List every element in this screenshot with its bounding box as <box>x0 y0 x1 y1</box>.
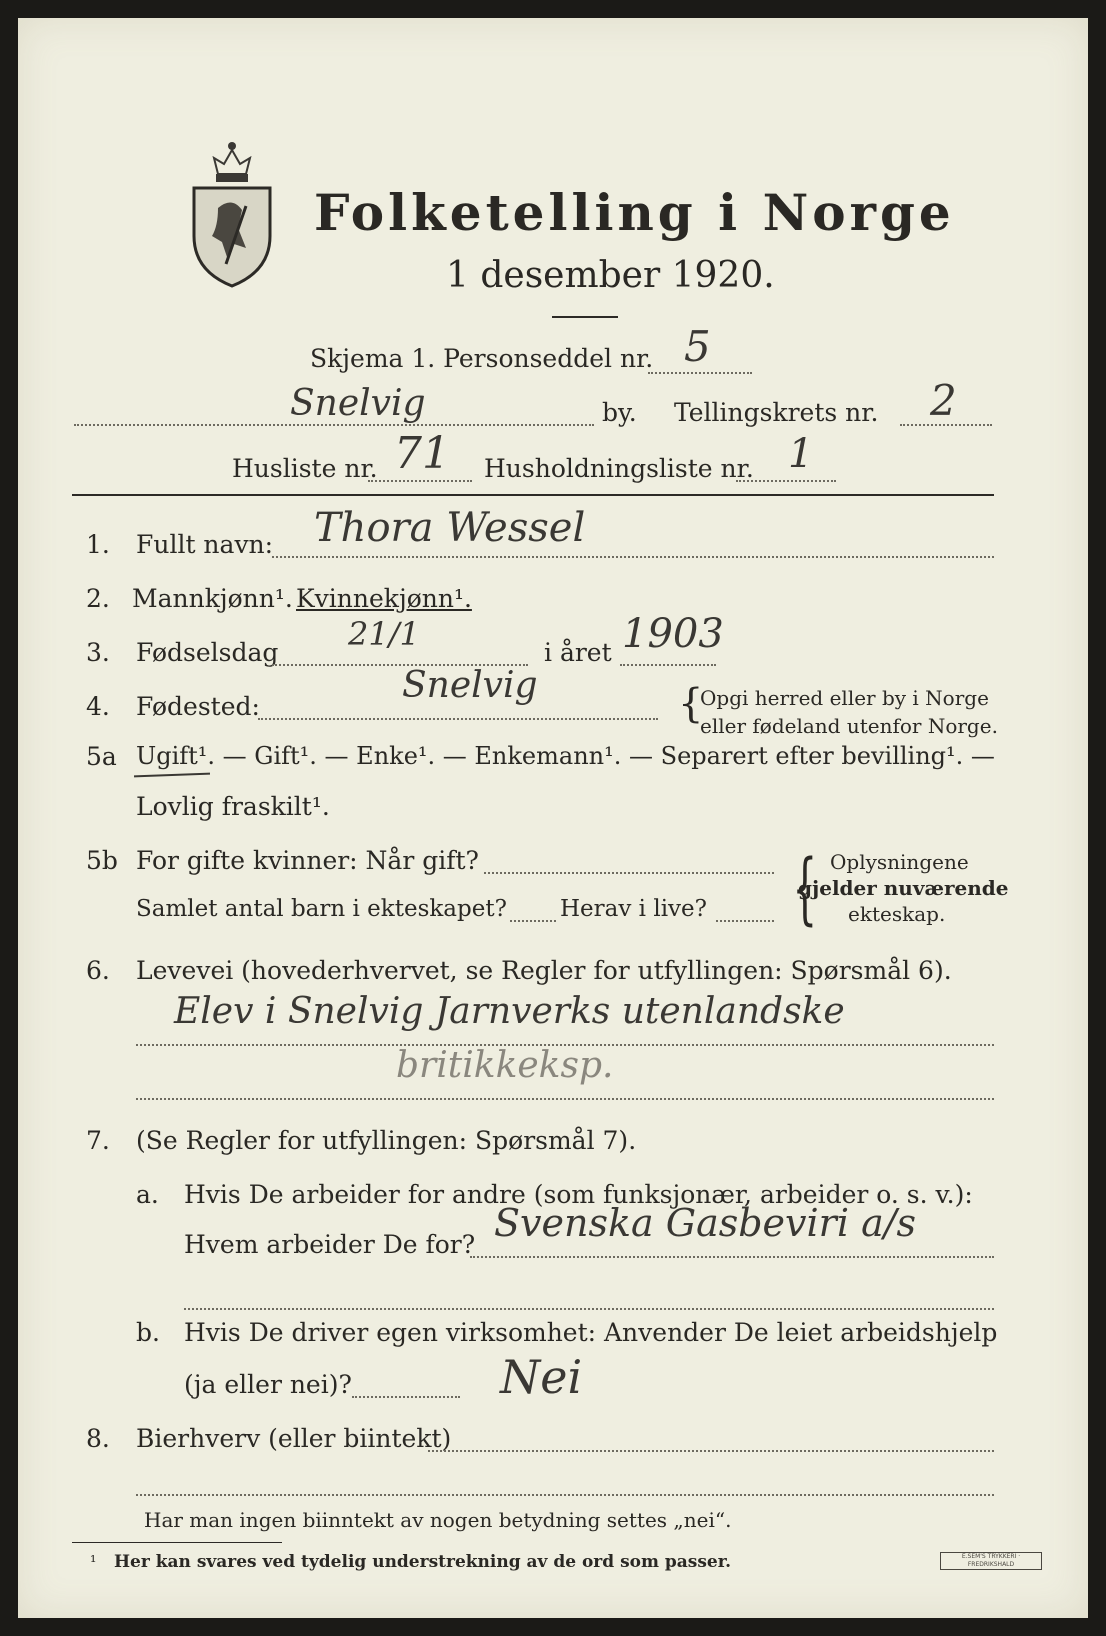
q7b-label-1: Hvis De driver egen virksomhet: Anvender De leiet arbeidshjelp <box>184 1318 998 1347</box>
q7b-line <box>352 1396 460 1398</box>
q5b-label-3: Herav i live? <box>560 896 707 922</box>
husliste-label: Husliste nr. <box>232 454 378 483</box>
q5b-children-line <box>510 920 556 922</box>
husliste-value[interactable]: 71 <box>394 428 450 479</box>
q7b-label-2: (ja eller nei)? <box>184 1370 352 1399</box>
footnote-text: Her kan svares ved tydelig understrekning av de ord som passer. <box>114 1552 732 1572</box>
q1-value[interactable]: Thora Wessel <box>314 505 586 551</box>
q3-year-line <box>620 664 716 666</box>
coat-of-arms-icon <box>188 136 276 288</box>
q4-note-1: Opgi herred eller by i Norge <box>700 686 989 710</box>
q6-value-1[interactable]: Elev i Snelvig Jarnverks utenlandske <box>174 991 845 1032</box>
q3-number: 3. <box>86 638 110 667</box>
q4-line <box>258 718 658 720</box>
q5b-note-3: ekteskap. <box>848 902 946 926</box>
q7-number: 7. <box>86 1126 110 1155</box>
q2-number: 2. <box>86 584 110 613</box>
printer-text: E.SEM'S TRYKKERI · FREDRIKSHALD <box>961 1553 1021 1568</box>
q6-label: Levevei (hovederhvervet, se Regler for utfyllingen: Spørsmål 6). <box>136 956 952 985</box>
q3-year-value[interactable]: 1903 <box>622 611 724 657</box>
q6-number: 6. <box>86 956 110 985</box>
q4-value[interactable]: Snelvig <box>402 665 538 706</box>
q1-label: Fullt navn: <box>136 530 274 559</box>
q7a-letter: a. <box>136 1180 159 1209</box>
footer-rule <box>72 1542 282 1543</box>
form-date: 1 desember 1920. <box>446 255 775 296</box>
q3-label: Fødselsdag <box>136 638 279 667</box>
q5b-note-2: gjelder nuværende <box>798 876 1009 900</box>
title-divider <box>552 316 618 318</box>
q4-label: Fødested: <box>136 692 260 721</box>
q5b-alive-line <box>716 920 774 922</box>
tellingskrets-label: Tellingskrets nr. <box>674 398 879 427</box>
header-rule <box>72 494 994 496</box>
q8-line-1 <box>428 1450 994 1452</box>
q2-female-option[interactable]: Kvinnekjønn¹. <box>296 584 472 613</box>
q8-number: 8. <box>86 1424 110 1453</box>
by-label: by. <box>602 398 637 427</box>
q7a-line-2 <box>184 1308 994 1310</box>
q5b-note-1: Oplysningene <box>830 850 969 874</box>
skjema-label: Skjema 1. Personseddel nr. <box>310 344 654 373</box>
footer-note: Har man ingen biinntekt av nogen betydning settes „nei“. <box>144 1508 732 1532</box>
q2-male-option[interactable]: Mannkjønn¹. <box>132 584 293 613</box>
q7a-value[interactable]: Svenska Gasbeviri a/s <box>494 1201 917 1245</box>
q8-label: Bierhverv (eller biintekt) <box>136 1424 452 1453</box>
husholdning-line <box>736 480 836 482</box>
q7b-letter: b. <box>136 1318 160 1347</box>
q5b-label-1: For gifte kvinner: Når gift? <box>136 846 479 875</box>
q7a-label-2: Hvem arbeider De for? <box>184 1230 476 1259</box>
q7-label: (Se Regler for utfyllingen: Spørsmål 7). <box>136 1126 637 1155</box>
q7b-value[interactable]: Nei <box>500 1350 583 1404</box>
q6-value-2[interactable]: britikkeksp. <box>396 1045 614 1086</box>
census-form <box>18 18 1088 1618</box>
q4-note-2: eller fødeland utenfor Norge. <box>700 714 998 738</box>
city-value[interactable]: Snelvig <box>290 383 426 424</box>
q7a-line <box>470 1256 994 1258</box>
husliste-line <box>368 480 472 482</box>
q3-year-label: i året <box>544 638 612 667</box>
city-line <box>74 424 594 426</box>
printer-stamp <box>940 1552 1042 1570</box>
footnote-mark: ¹ <box>90 1552 97 1571</box>
q6-line-2 <box>136 1098 994 1100</box>
husholdning-label: Husholdningsliste nr. <box>484 454 754 483</box>
q5a-number: 5a <box>86 742 117 771</box>
q5a-underline <box>134 773 210 778</box>
q5b-number: 5b <box>86 846 118 875</box>
form-title: Folketelling i Norge <box>314 183 955 242</box>
husholdning-value[interactable]: 1 <box>788 431 814 477</box>
q5b-married-line <box>484 872 774 874</box>
personseddel-value[interactable]: 5 <box>684 322 711 371</box>
q7a-label-1: Hvis De arbeider for andre (som funksjonær, arbeider o. s. v.): <box>184 1180 973 1209</box>
q5a-options[interactable]: Ugift¹. — Gift¹. — Enke¹. — Enkemann¹. — Separert efter bevilling¹. — <box>136 742 995 770</box>
tellingskrets-value[interactable]: 2 <box>930 376 957 425</box>
q4-number: 4. <box>86 692 110 721</box>
q5b-brace: { <box>792 844 818 934</box>
q8-line-2 <box>136 1494 994 1496</box>
q5b-label-2: Samlet antal barn i ekteskapet? <box>136 896 507 922</box>
q1-line <box>272 556 994 558</box>
q3-day-value[interactable]: 21/1 <box>348 615 420 653</box>
q1-number: 1. <box>86 530 110 559</box>
q4-brace: { <box>678 681 704 727</box>
personseddel-line <box>648 372 752 374</box>
q5a-line2[interactable]: Lovlig fraskilt¹. <box>136 792 330 821</box>
